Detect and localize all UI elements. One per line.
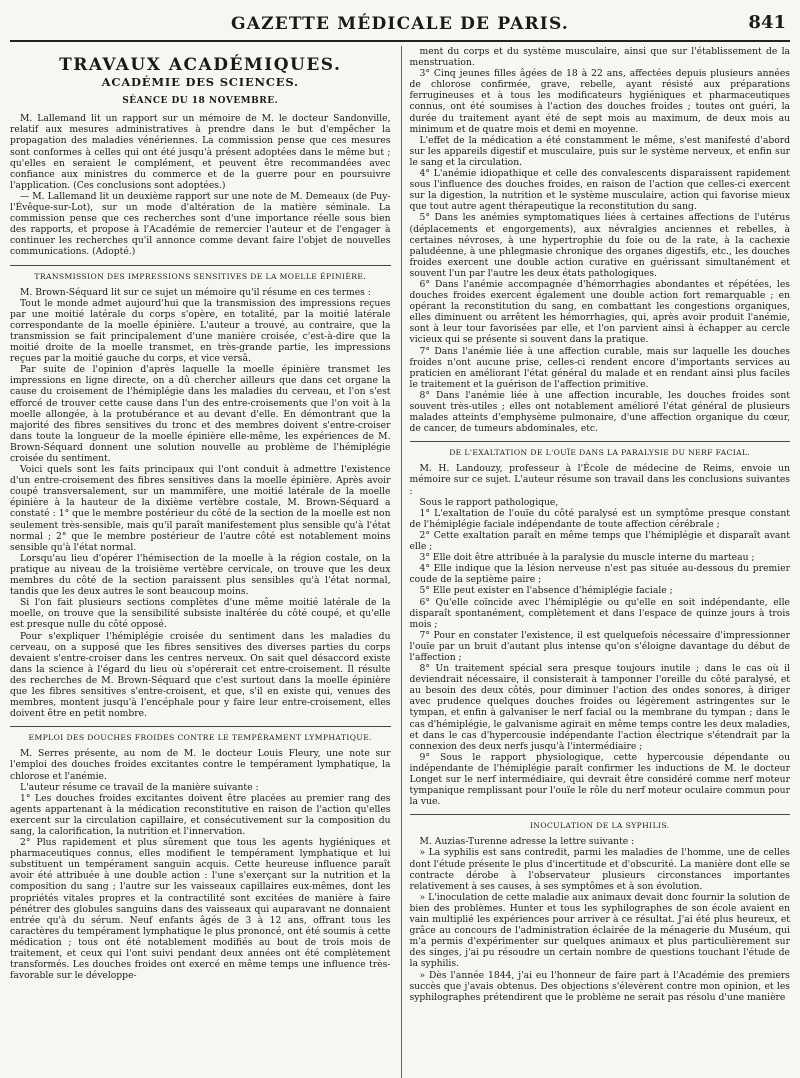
paragraph: Par suite de l'opinion d'après laquelle la moelle épinière transmet les impressions en ligne directe, on a dû chercher ailleurs que dans cet organe la cause du croisement de l'hémiplégie dans les maladies du cerveau, et l'on s'est efforcé de trouver cette cause dans l'un des entre-croisements que l'on voit à la moelle allongée, à la protubérance et au devant d'elle. En démontrant que la majorité des fibres sensitives du tronc et des membres doivent s'entre-croiser dans toute la longueur de la moelle épinière elle-même, les expériences de M. Brown-Séquard donnent une solution nouvelle au problème de l'hémiplégie croisée du sentiment.	[10, 364, 391, 464]
paragraph: Lorsqu'au lieu d'opérer l'hémisection de la moelle à la région costale, on la pratique au niveau de la troisième vertèbre cervicale, on trouve que les deux membres du côté de la section paraissent plus sensibles qu'à l'état normal, tandis que les deux autres le sont beaucoup moins.	[10, 552, 391, 598]
paragraph: L'effet de la médication a été constamment le même, s'est manifesté d'abord sur les appareils digestif et musculaire, puis sur le système nerveux, et enfin sur le sang et la circulation.	[409, 134, 790, 168]
paragraph: 7° Pour en constater l'existence, il est quelquefois nécessaire d'impressionner l'ouïe par un bruit d'autant plus intense qu'on s'éloigne davantage du début de l'affection ;	[409, 629, 790, 663]
paragraph: 2° Plus rapidement et plus sûrement que tous les agents hygiéniques et pharmaceutiques connus, elles modifient le tempérament lymphatique et lui substituent un tempérament sanguin acquis. Cette heureuse influence paraît avoir été attribuée à une double action : l'une s'exerçant sur la nutrition et la composition du sang ; l'autre sur les vaisseaux capillaires eux-mêmes, dont les propriétés vitales propres et la contractilité sont excitées de manière à faire pénétrer des globules sanguins dans des vaisseaux qui auparavant ne donnaient entrée qu'à du sérum. Neuf enfants âgés de 3 à 12 ans, offrant tous les caractères du tempérament lymphatique le plus prononcé, ont été soumis à cette médication ; tous ont été notablement modifiés au bout de trois mois de traitement, et ceux qui l'ont suivi pendant deux années ont été complètement transformés. Les douches froides ont exercé en même temps une influence très-favorable sur le développe-	[10, 837, 391, 982]
paragraph: 4° L'anémie idiopathique et celle des convalescents disparaissent rapidement sous l'influence des douches froides, en raison de l'action que celles-ci exercent sur la digestion, la nutrition et le système musculaire, action qui favorise mieux que tout autre agent thérapeutique la reconstitution du sang.	[409, 168, 790, 213]
paragraph: » La syphilis est sans contredit, parmi les maladies de l'homme, une de celles dont l'étude présente le plus d'incertitude et d'obscurité. La manière dont elle se contracte dérobe à l'observateur plusieurs circonstances importantes relativement à ses causes, à ses symptômes et à son évolution.	[409, 847, 790, 892]
right-block-c	[410, 836, 791, 1002]
masthead	[10, 6, 790, 42]
left-block-c	[10, 748, 391, 981]
paragraph: 3° Elle doit être attribuée à la paralysie du muscle interne du marteau ;	[419, 552, 755, 564]
paragraph: 2° Cette exaltation paraît en même temps que l'hémiplégie et disparaît avant elle ;	[409, 529, 790, 553]
right-column	[401, 46, 791, 1078]
paragraph: L'auteur résume ce travail de la manière suivante :	[20, 781, 259, 793]
paragraph: » Dès l'année 1844, j'ai eu l'honneur de faire part à l'Académie des premiers succès que j'avais obtenus. Des objections s'élevèrent contre mon opinion, et les syphilographes prétendirent que le problème ne serait pas résolu d'une manière	[409, 969, 790, 1003]
paragraph: M. Serres présente, au nom de M. le docteur Louis Fleury, une note sur l'emploi des douches froides excitantes contre le tempérament lymphatique, la chlorose et l'anémie.	[10, 748, 391, 782]
paragraph: Pour s'expliquer l'hémiplégie croisée du sentiment dans les maladies du cerveau, on a supposé que les fibres sensitives des diverses parties du corps devaient s'entre-croiser dans les centres nerveux. On sait quel désaccord existe dans la science à l'égard du lieu où s'opérerait cet entre-croisement. Il résulte des recherches de M. Brown-Séquard que c'est surtout dans la moelle épinière que les fibres sensitives s'entre-croisent, et que, s'il en existe qui, venues des membres, montent jusqu'à l'encéphale pour y faire leur entre-croisement, elles doivent être en petit nombre.	[10, 630, 391, 720]
paragraph: 8° Un traitement spécial sera presque toujours inutile ; dans le cas où il deviendrait nécessaire, il consisterait à tamponner l'oreille du côté paralysé, et au besoin des deux côtés, pour diminuer l'action des ondes sonores, à diriger avec prudence quelques douches froides ou légèrement astringentes sur le tympan, et enfin à galvaniser le nerf facial ou la membrane du tympan ; dans le cas d'hémiplégie, le galvanisme agirait en même temps contre les deux maladies, et dans le cas d'hypercousie indépendante l'action électrique s'étendrait par la connexion des deux nerfs jusqu'à l'intermédiaire ;	[409, 663, 790, 752]
paragraph: 3° Cinq jeunes filles âgées de 18 à 22 ans, affectées depuis plusieurs années de chlorose confirmée, grave, rebelle, ayant résisté aux préparations ferrugineuses et à tous les modificateurs hygiéniques et pharmaceutiques connus, ont été soumises à l'action des douches froides ; toutes ont guéri, la durée du traitement ayant été de sept mois au maximum, de deux mois au minimum et de quatre mois et demi en moyenne.	[409, 68, 790, 135]
paragraph: M. Brown-Séquard lit sur ce sujet un mémoire qu'il résume en ces termes :	[20, 286, 371, 298]
paragraph: 1° L'exaltation de l'ouïe du côté paralysé est un symptôme presque constant de l'hémiplégie faciale indépendante de toute affection cérébrale ;	[409, 507, 790, 530]
paragraph: Sous le rapport pathologique,	[419, 496, 559, 508]
paragraph: M. H. Landouzy, professeur à l'École de médecine de Reims, envoie un mémoire sur ce sujet. L'auteur résume son travail dans les conclusions suivantes :	[409, 463, 790, 497]
right-block-b	[410, 463, 791, 807]
two-column-body	[10, 42, 790, 1078]
paragraph: — M. Lallemand lit un deuxième rapport sur une note de M. Demeaux (de Puy-l'Évêque-sur-Lot), sur un mode d'altération de la matière séminale. La commission pense que ces recherches sont d'une importance réelle sous bien des rapports, et propose à l'Académie de remercier l'auteur et de l'engager à continuer les recherches qu'il annonce comme devant faire l'objet de nouvelles communications. (Adopté.)	[10, 190, 391, 258]
paragraph: Si l'on fait plusieurs sections complètes d'une même moitié latérale de la moelle, on trouve que la sensibilité subsiste inaltérée du côté coupé, et qu'elle est presque nulle du côté opposé.	[10, 597, 391, 631]
paragraph: 4° Elle indique que la lésion nerveuse n'est pas située au-dessous du premier coude de la septième paire ;	[409, 563, 790, 586]
paragraph: 6° Dans l'anémie accompagnée d'hémorrhagies abondantes et répétées, les douches froides exercent également une double action fort remarquable ; en opérant la reconstitution du sang, en combattant les congestions organiques, elles diminuent ou arrêtent les hémorrhagies, qui, après avoir produit l'anémie, sont à leur tour favorisées par elle, et l'on parvient ainsi à échapper au cercle vicieux qui se présente si souvent dans la pratique.	[409, 278, 790, 346]
rubric-douches: EMPLOI DES DOUCHES FROIDES CONTRE LE TEMPÉRAMENT LYMPHATIQUE.	[10, 726, 391, 743]
page-number: 841	[748, 12, 786, 33]
paragraph: Voici quels sont les faits principaux qui l'ont conduit à admettre l'existence d'un entre-croisement des fibres sensitives dans la moelle épinière. Après avoir coupé transversalement, sur un mammifère, une moitié latérale de la moelle épinière à la hauteur de la dixième vertèbre costale, M. Brown-Séquard a constaté : 1° que le membre postérieur du côté de la section de la moelle est non seulement très-sensible, mais qu'il paraît manifestement plus sensible qu'à l'état normal ; 2° que le membre postérieur de l'autre côté est notablement moins sensible qu'à l'état normal.	[10, 464, 391, 553]
paragraph: 5° Elle peut exister en l'absence d'hémiplégie faciale ;	[419, 585, 673, 597]
paragraph: 5° Dans les anémies symptomatiques liées à certaines affections de l'utérus (déplacements et engorgements), aux névralgies anciennes et rebelles, à certaines névroses, à une hypertrophie du foie ou de la rate, à la cachexie paludéenne, à une phlegmasie chronique des organes digestifs, etc., les douches froides exercent une double action curative en guérissant simultanément et souvent l'un par l'autre les deux états pathologiques.	[409, 212, 790, 279]
left-column	[10, 46, 391, 1078]
left-block-a	[10, 113, 391, 257]
subsection-title: ACADÉMIE DES SCIENCES.	[101, 75, 299, 90]
left-block-b	[10, 287, 391, 720]
paragraph: M. Lallemand lit un rapport sur un mémoire de M. le docteur Sandonville, relatif aux mesures administratives à prendre dans le but d'empêcher la propagation des maladies vénériennes. La commission pense que ces mesures sont conformes à celles qui ont été jusqu'à présent adoptées dans le même but ; qu'elles en seraient le complément, et peuvent être recommandées avec confiance aux ministres du commerce et de la guerre pour en poursuivre l'application. (Ces conclusions sont adoptées.)	[10, 113, 391, 191]
rubric-inoculation: INOCULATION DE LA SYPHILIS.	[410, 814, 791, 831]
rubric-exaltation: DE L'EXALTATION DE L'OUÏE DANS LA PARALYSIE DU NERF FACIAL.	[410, 441, 791, 458]
journal-title: GAZETTE MÉDICALE DE PARIS.	[231, 14, 569, 34]
paragraph: 9° Sous le rapport physiologique, cette hypercousie dépendante ou indépendante de l'hémiplégie paraît confirmer les inductions de M. le docteur Longet sur le nerf intermédiaire, qui devrait être considéré comme nerf moteur tympanique remplissant pour l'ouïe le rôle du nerf moteur oculaire commun pour la vue.	[409, 751, 790, 808]
paragraph: Tout le monde admet aujourd'hui que la transmission des impressions reçues par une moitié latérale du corps s'opère, en totalité, par la moitié latérale correspondante de la moelle épinière. L'auteur a trouvé, au contraire, que la transmission se fait principalement d'une manière croisée, c'est-à-dire que la moitié droite de la moelle transmet, en très-grande partie, les impressions reçues par la moitié gauche du corps, et vice versâ.	[10, 297, 391, 365]
seance-date: SÉANCE DU 18 NOVEMBRE.	[122, 96, 279, 107]
paragraph: ment du corps et du système musculaire, ainsi que sur l'établissement de la menstruation.	[409, 46, 790, 69]
paragraph: » L'inoculation de cette maladie aux animaux devait donc fournir la solution de bien des problèmes. Hunter et tous les syphilographes de son école avaient en vain multiplié les expériences pour arriver à ce résultat. J'ai été plus heureux, et grâce au concours de l'administration éclairée de la ménagerie du Muséum, qui m'a permis d'expérimenter sur quelques animaux et plus particulièrement sur des singes, j'ai pu résoudre un certain nombre de questions touchant l'étude de la syphilis.	[409, 891, 790, 970]
right-block-a	[410, 46, 791, 434]
paragraph: 6° Qu'elle coïncide avec l'hémiplégie ou qu'elle en soit indépendante, elle disparaît spontanément, complètement et dans l'espace de quinze jours à trois mois ;	[409, 596, 790, 630]
rubric-transmission: TRANSMISSION DES IMPRESSIONS SENSITIVES DE LA MOELLE ÉPINIÈRE.	[10, 265, 391, 282]
paragraph: 7° Dans l'anémie liée à une affection curable, mais sur laquelle les douches froides n'ont aucune prise, celles-ci rendent encore d'importants services au praticien en améliorant l'état général du malade et en rendant ainsi plus faciles le traitement et la guérison de l'affection primitive.	[409, 345, 790, 390]
paragraph: 1° Les douches froides excitantes doivent être placées au premier rang des agents appartenant à la médication reconstitutive en raison de l'action qu'elles exercent sur la circulation capillaire, et consécutivement sur la composition du sang, la calorification, la nutrition et l'innervation.	[10, 792, 391, 837]
paragraph: 8° Dans l'anémie liée à une affection incurable, les douches froides sont souvent très-utiles ; elles ont notablement amélioré l'état général de plusieurs malades atteints d'emphysème pulmonaire, d'une affection organique du cœur, de cancer, de tumeurs abdominales, etc.	[409, 389, 790, 435]
section-title: TRAVAUX ACADÉMIQUES.	[59, 55, 342, 75]
paragraph: M. Auzias-Turenne adresse la lettre suivante :	[419, 836, 635, 848]
